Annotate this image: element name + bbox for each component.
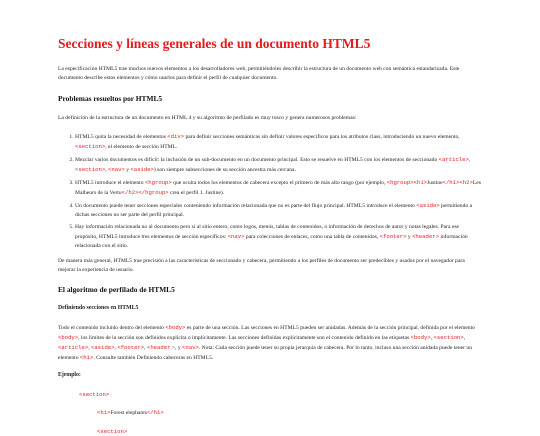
code-close-h1-h2: </h1><h2> xyxy=(442,179,473,186)
list-item: 5. Hay información relacionada no al documento pero sí al sitio entero, como logos, menús, tablas de contenidos, o información de derechos de autor y notas legales. Para ese propósito, HTML5 introduce tres elementos de sección específicos: <nav> para colecciones de enlaces, como una tabla de contenidos, <footer> y <header> información relacionada con el sitio. xyxy=(75,223,482,251)
code-hgroup: <hgroup> xyxy=(144,179,172,186)
code-body: <body> xyxy=(165,324,186,331)
problems-definition-paragraph: La definición de la estructura de un documento en HTML 4 y su algoritmo de perfilado es muy tosco y genera numerosos problemas: xyxy=(58,115,357,121)
code-aside: <aside> xyxy=(130,166,154,173)
code-aside: <aside> xyxy=(416,202,440,209)
code-article: <article> xyxy=(58,344,89,351)
code-article: <article> xyxy=(438,156,469,163)
example-label: Ejemplo: xyxy=(58,372,81,378)
code-section: <section> xyxy=(97,428,128,435)
code-header: <header xyxy=(146,344,171,351)
code-nav: <nav> xyxy=(227,233,245,240)
example-code-line xyxy=(97,427,482,436)
code-nav: <nav> xyxy=(182,344,199,351)
example-heading-text: Forest elephants xyxy=(110,410,147,416)
section-heading-algorithm: El algoritmo de perfilado de HTML5 xyxy=(58,285,175,294)
list-item: 1. HTML5 quita la necesidad de elementos <div> para definir secciones semánticas sin definir valores específicos para los atributos class, introduciendo un nuevo elemento, <section>, el elemento de sección HTML. xyxy=(75,132,482,152)
subheading-defining-sections: Definiendo secciones en HTML5 xyxy=(58,305,139,311)
code-footer: <footer> xyxy=(379,233,407,240)
code-hgroup-h1: <hgroup><h1> xyxy=(386,179,428,186)
example-code-line xyxy=(97,408,482,418)
list-item: 4. Un documento puede tener secciones especiales conteniendo información relacionada que no es parte del flujo principal. HTML5 introduce el elemento <aside> permitiendo a dichas secciones no ser parte del perfil principal. xyxy=(75,201,482,220)
list-item: 2. Mezclar varios documentos es difícil: la inclusión de un sub-documento en un documento principal. Esto se resuelve en HTML5 con los elementos de seccionado <article>, <section>, <nav> y <aside>) son siempre subsecciones de su sección ancestra más cercana. xyxy=(75,155,482,175)
code-header: <header> xyxy=(412,233,439,240)
code-body: <body> xyxy=(58,334,79,341)
code-h1-open: <h1> xyxy=(97,409,111,416)
code-section: <section> xyxy=(433,334,464,341)
code-h1-close: </h1> xyxy=(146,409,164,416)
code-body: <body> xyxy=(410,334,431,341)
code-footer: <footer> xyxy=(117,344,145,351)
code-h1: <h1> xyxy=(79,354,94,361)
code-section: <section> xyxy=(79,391,110,398)
list-item: 3. HTML5 introduce el elemento <hgroup> que oculta todos los elementos de cabecera excepto el primero de más alto rango (por ejemplo, <hgroup><h1>Justine</h1><h2>Les Malheurs de la Vertu</h2></hgroup> crea el perfil 1. Justine). xyxy=(75,178,482,198)
code-nav: <nav> xyxy=(108,166,125,173)
section-heading-problems: Problemas resueltos por HTML5 xyxy=(58,94,163,103)
problems-list xyxy=(58,132,482,251)
intro-paragraph: La especificación HTML5 trae muchos nuevos elementos a los desarrolladores web, permitiéndoles describir la estructura de un documento web con semántica estandarizada. Este documento describe estos elementos y cómo usarlos para definir el perfil de cualquier documento. xyxy=(58,66,460,81)
example-code-line xyxy=(79,390,482,399)
code-section: <section> xyxy=(75,143,106,150)
code-close-h2-hgroup: </h2></hgroup> xyxy=(121,189,169,196)
code-aside: <aside> xyxy=(91,344,115,351)
code-div: <div> xyxy=(167,133,185,140)
general-paragraph: De manera más general, HTML5 trae precisión a las características de seccionado y cabecera, permitiendo a los perfiles de documento ser predecibles y usados por el navegador para mejorar la experiencia de usuario. xyxy=(58,258,465,273)
code-section: <section> xyxy=(75,166,106,173)
sections-paragraph: Todo el contenido incluido dentro del elemento <body> es parte de una sección. Las secciones en HTML5 pueden ser anidadas. Además de la sección principal, definida por el elemento <body>, los límites de la sección son definidos explícita o implícitamente. Las secciones definidas explícitamente son el contenido definido en las etiquetas <body>, <section>, <article>, <aside>, <footer>, <header >, y <nav>. Nota: Cada sección puede tener su propia jerarquía de cabecera. Por lo tanto, incluso una sección anidada puede tener un elemento <h1>. Consulte también Definiendo cabeceras en HTML5. xyxy=(58,324,475,361)
page-title: Secciones y líneas generales de un documento HTML5 xyxy=(58,36,371,51)
